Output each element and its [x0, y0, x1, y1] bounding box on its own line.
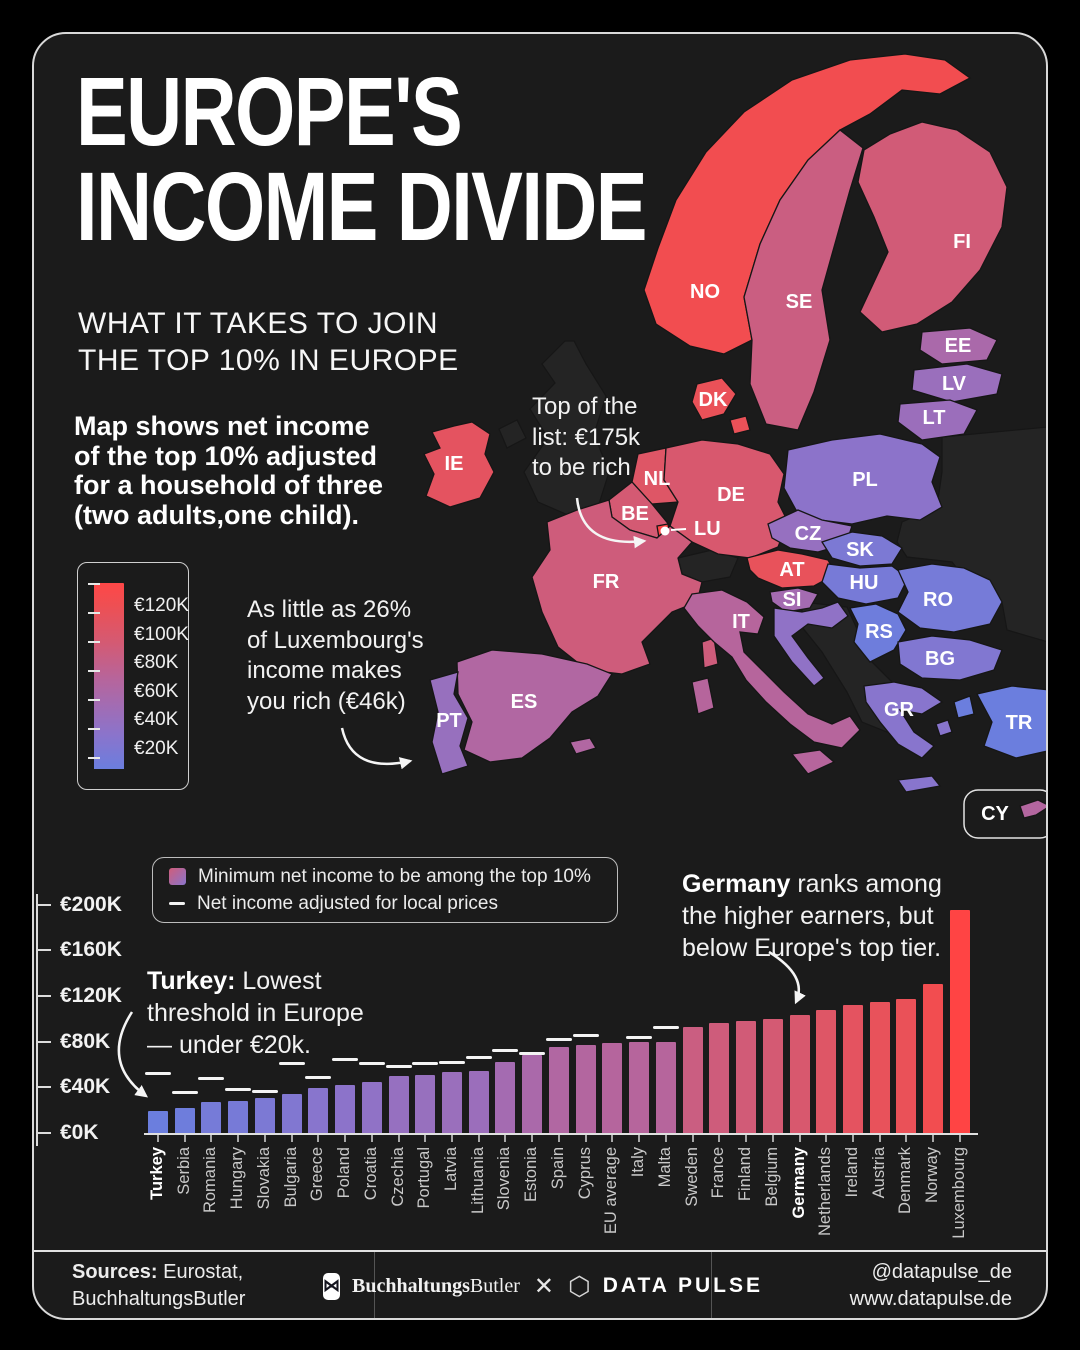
country-label-IE: IE [444, 453, 464, 475]
y-tick-label: €160K [60, 938, 122, 962]
legend-label: €80K [134, 652, 179, 673]
legend-label: €100K [134, 623, 189, 645]
country-label-NL: NL [643, 468, 671, 490]
country-label-SK: SK [846, 539, 874, 561]
country-label-BE: BE [621, 503, 649, 525]
bar-label-bulgaria: Bulgaria [281, 1147, 300, 1208]
country-label-EE: EE [944, 335, 972, 357]
country-label-SI: SI [782, 589, 802, 611]
annotation-arrows [34, 34, 1048, 1320]
legend-label: €60K [134, 680, 179, 702]
bar-label-austria: Austria [869, 1147, 888, 1199]
bar-label-latvia: Latvia [442, 1147, 461, 1192]
y-tick-label: €120K [60, 983, 122, 1007]
bar-label-spain: Spain [548, 1147, 567, 1190]
datapulse-wordmark: DATA PULSE [602, 1274, 763, 1297]
annotation-luxembourg-percent: As little as 26% of Luxembourg's income makes you rich (€46k) [247, 596, 424, 716]
bar-label-estonia: Estonia [522, 1147, 541, 1203]
country-label-IT: IT [732, 611, 750, 633]
bar-label-norway: Norway [923, 1147, 942, 1203]
bar-label-france: France [709, 1147, 728, 1199]
country-label-SE: SE [785, 291, 813, 313]
annotation-luxembourg-top: Top of the list: €175k to be rich [532, 393, 641, 482]
country-label-ES: ES [510, 691, 538, 713]
buchhaltungsbutler-logo-icon: ⋈ [323, 1273, 340, 1300]
country-label-TR: TR [1005, 712, 1033, 734]
social-handle: @datapulse_de [871, 1261, 1012, 1283]
country-label-PT: PT [436, 710, 462, 732]
arrow-to-turkey-bar [119, 1012, 146, 1096]
footer-sources: Sources: Eurostat, BuchhaltungsButler [72, 1261, 246, 1310]
bar-label-hungary: Hungary [228, 1147, 247, 1210]
country-label-FR: FR [592, 571, 620, 593]
bar-label-finland: Finland [736, 1147, 755, 1202]
y-tick-label: €200K [60, 892, 122, 916]
country-label-NO: NO [690, 281, 720, 303]
datapulse-logo-icon: ⬡ [567, 1271, 591, 1301]
country-label-RS: RS [865, 621, 893, 643]
country-label-HU: HU [849, 572, 879, 594]
bar-label-portugal: Portugal [415, 1147, 434, 1209]
bar-label-italy: Italy [629, 1147, 648, 1178]
bar-label-croatia: Croatia [361, 1147, 380, 1201]
country-label-LU: LU [694, 518, 721, 540]
bar-label-lithuania: Lithuania [468, 1147, 487, 1214]
bar-label-cyprus: Cyprus [575, 1147, 594, 1200]
legend-label: €120K [134, 595, 189, 616]
cross-icon: ✕ [533, 1272, 554, 1300]
title-line-2: INCOME DIVIDE [76, 152, 646, 262]
bar-label-belgium: Belgium [762, 1147, 781, 1207]
bar-label-germany: Germany [789, 1147, 808, 1219]
title-line-1: EUROPE'S [76, 57, 462, 166]
y-tick-label: €40K [60, 1075, 111, 1099]
arrow-to-germany-bar [769, 952, 799, 1002]
bar-label-romania: Romania [201, 1147, 220, 1214]
bar-label-poland: Poland [335, 1147, 354, 1199]
legend-label: €20K [134, 737, 179, 759]
country-label-LT: LT [922, 407, 946, 429]
bar-label-serbia: Serbia [174, 1147, 193, 1195]
website-url: www.datapulse.de [849, 1288, 1012, 1310]
bar-label-turkey: Turkey [148, 1147, 166, 1200]
bar-label-slovenia: Slovenia [495, 1147, 514, 1211]
footer-partners [323, 1252, 763, 1320]
legend-label: €40K [134, 709, 179, 730]
bar-label-netherlands: Netherlands [816, 1147, 835, 1236]
country-label-RO: RO [923, 589, 953, 611]
infographic-card [32, 32, 1048, 1320]
arrow-to-luxembourg [577, 498, 644, 542]
y-tick-label: €0K [60, 1121, 99, 1144]
arrow-to-portugal [342, 728, 410, 764]
bar-label-czechia: Czechia [388, 1147, 407, 1207]
bar-label-luxembourg: Luxembourg [949, 1147, 968, 1239]
map-description: Map shows net income of the top 10% adjusted for a household of three (two adults,one child). [74, 411, 384, 531]
bar-label-greece: Greece [308, 1147, 327, 1202]
footer [34, 1252, 1048, 1320]
country-label-DK: DK [698, 389, 728, 411]
bar-label-denmark: Denmark [896, 1147, 915, 1214]
country-label-AT: AT [779, 559, 805, 581]
country-label-PL: PL [852, 469, 878, 491]
page-subtitle: WHAT IT TAKES TO JOIN THE TOP 10% IN EUROPE [78, 307, 459, 377]
bar-label-malta: Malta [655, 1147, 674, 1188]
bar-label-ireland: Ireland [842, 1147, 861, 1198]
footer-social [712, 1252, 1048, 1320]
chart-legend-row-dash: Net income adjusted for local prices [169, 893, 617, 915]
country-label-CZ: CZ [794, 523, 822, 545]
chart-legend-row-bars: Minimum net income to be among the top 10% [169, 866, 617, 888]
country-label-BG: BG [925, 648, 955, 670]
y-tick-label: €80K [60, 1029, 111, 1053]
annotation-turkey: Turkey: Lowest threshold in Europe — under €20k. [147, 967, 364, 1059]
country-label-CY: CY [981, 803, 1009, 825]
country-label-FI: FI [953, 231, 971, 253]
country-label-LV: LV [941, 373, 967, 395]
country-label-GR: GR [884, 699, 914, 721]
country-label-DE: DE [717, 484, 745, 506]
bar-label-slovakia: Slovakia [254, 1147, 273, 1210]
annotation-germany: Germany ranks among the higher earners, but below Europe's top tier. [682, 870, 942, 962]
bar-label-eu-average: EU average [602, 1147, 621, 1235]
bar-label-sweden: Sweden [682, 1147, 701, 1207]
buchhaltungsbutler-wordmark: BuchhaltungsButler [352, 1274, 520, 1297]
